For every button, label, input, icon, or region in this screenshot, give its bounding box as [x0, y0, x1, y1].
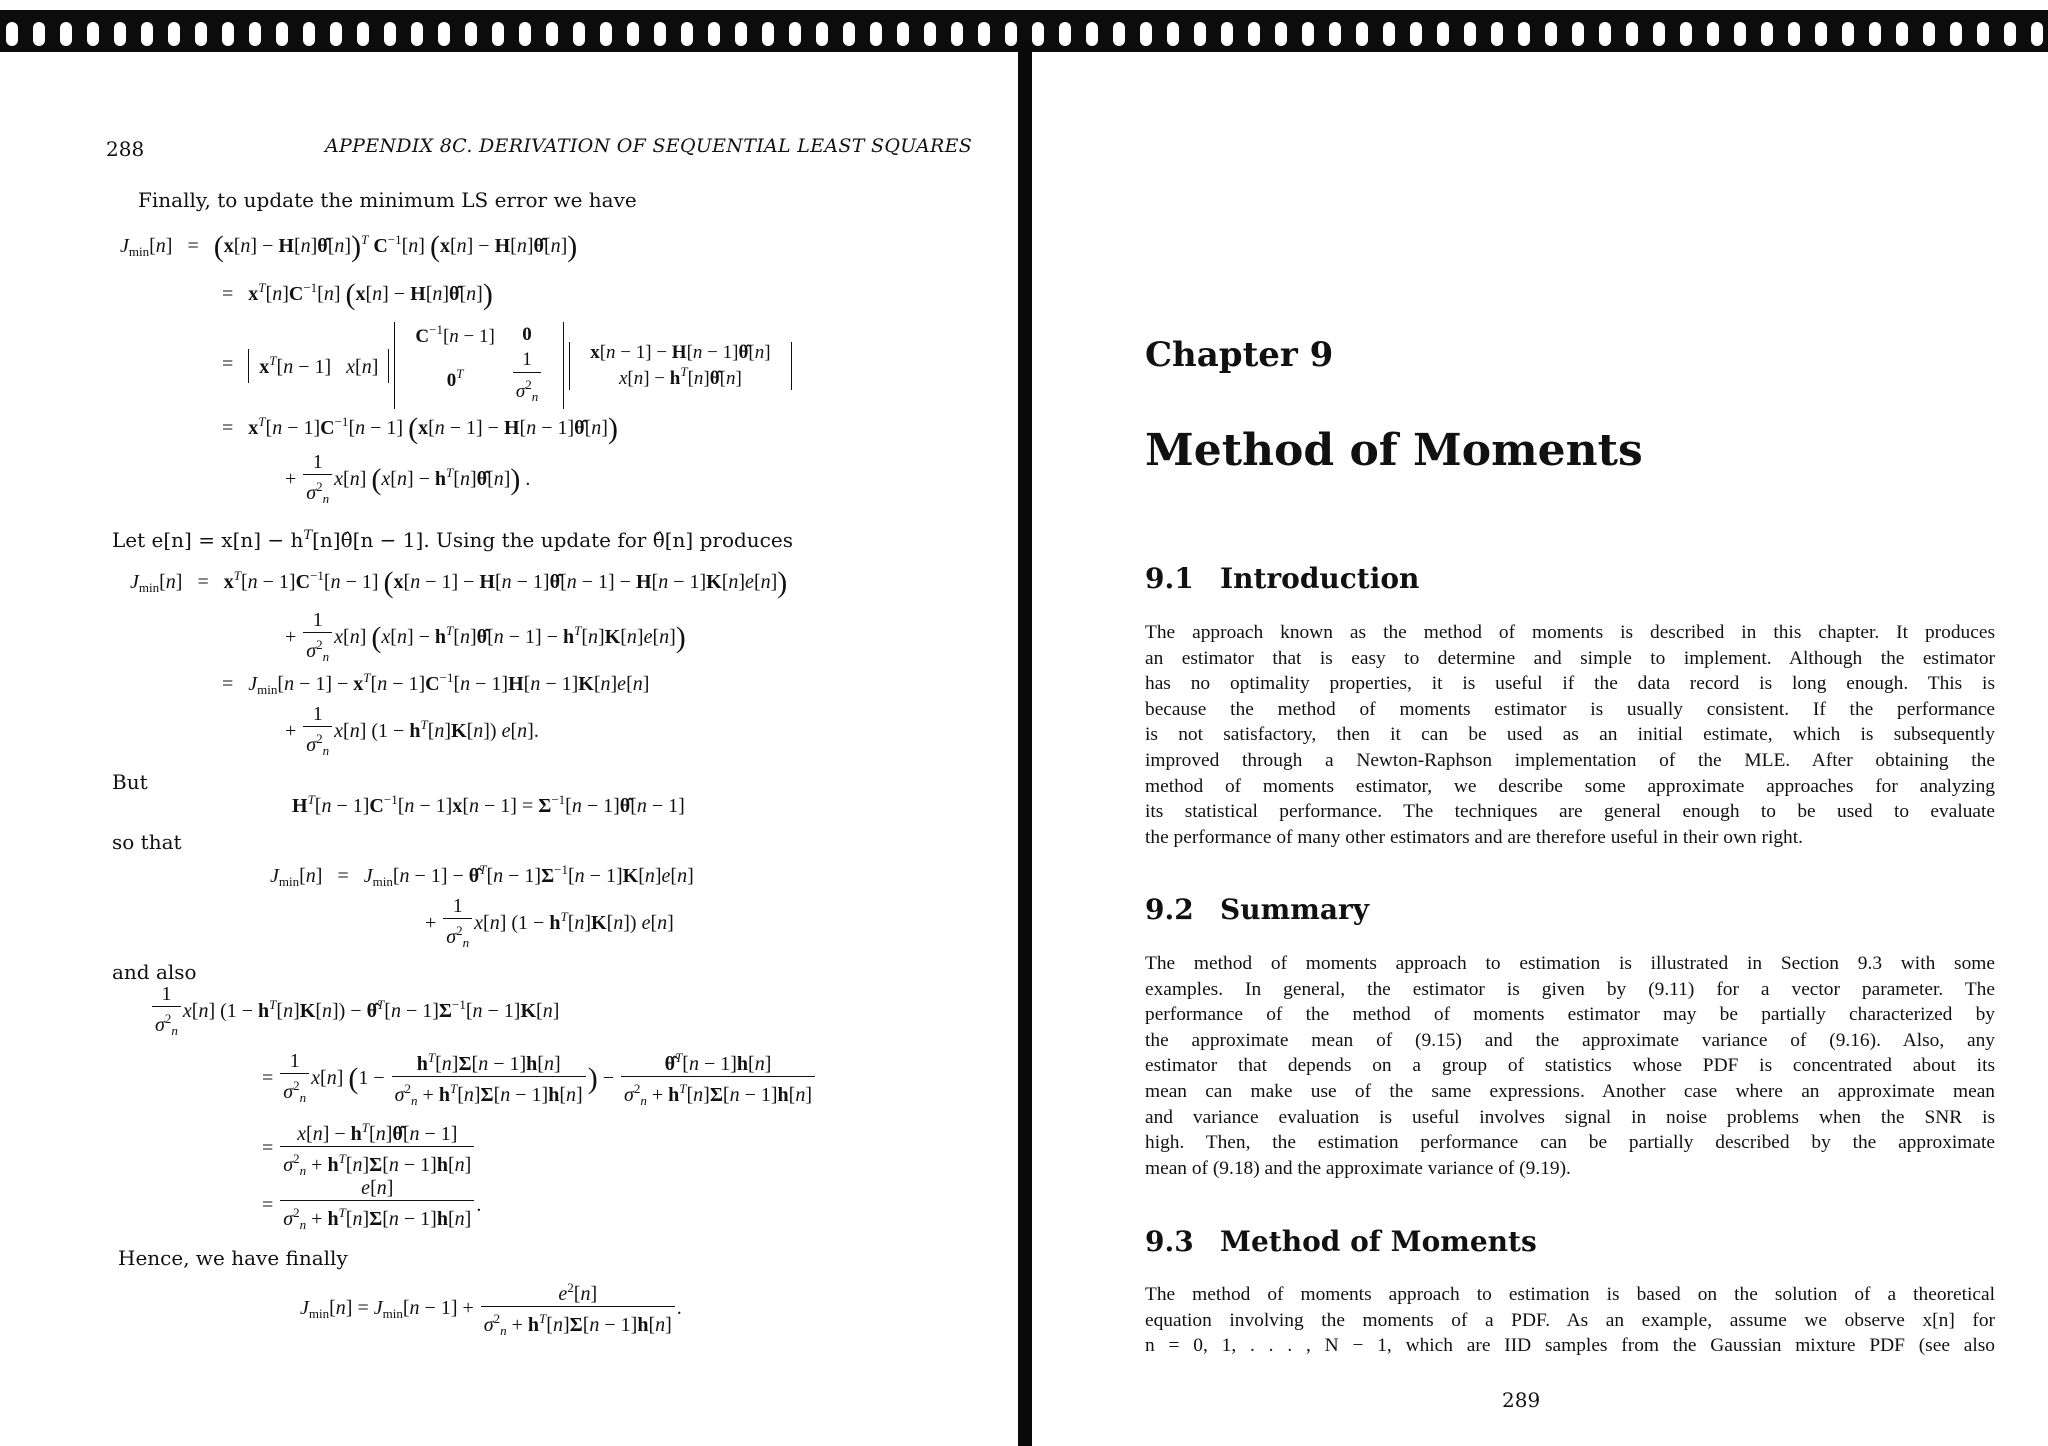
mom-line: The method of moments approach to estimation is based on the solution of a theoretical	[1145, 1284, 1995, 1305]
right-page	[1035, 0, 2048, 1446]
summary-line: examples. In general, the estimator is given by (9.11) for a vector parameter. The	[1145, 978, 1995, 1000]
and-also-text: and also	[112, 960, 197, 984]
section-heading-method-of-moments: 9.3 Method of Moments	[1145, 1225, 1537, 1258]
equation-identity: $H^T[n - 1]C^{-1}[n - 1]x[n - 1] = \Sigma^{-1}[n$ − 1]θ̂[n − 1]	[292, 792, 685, 817]
equation-jmin-1: $J_{min}[n] = (x[n]$ − H[n]θ̂[n])$^T$ $C^{-1}[n] (x[n]$ − H[n]θ̂[n])	[120, 230, 578, 263]
section-heading-introduction: 9.1 Introduction	[1145, 562, 1420, 595]
summary-paragraph	[1145, 951, 1995, 1181]
intro-line: an estimator that is easy to determine and simple to implement. Although the estimator	[1145, 647, 1995, 669]
left-page	[0, 0, 1015, 1446]
equation-jmin-3-matrix: = $x^T[n - 1]$ x[n] $C^{-1}[n - 1]$ 0 $0^T$ $\frac{1}{\sigma^2_n}$ x[n − 1] − H[n − 1]θ̂[n] $x[n] - h^T[n]\thetâ[n]$	[222, 322, 792, 409]
equation-jmin-11: + $\frac{1}{\sigma^2_n}$ x[n] $(1 - h^T[n]K[n])$ e[n]	[425, 895, 674, 950]
equation-jmin-6: $J_{min}[n] = x^T[n - 1]C^{-1}[n - 1] (x[n - 1] - H[n$ − 1]θ̂[n − 1] − H[n − 1]K[n]e[n])	[130, 566, 788, 599]
intro-line: is not satisfactory, then it can be used as an initial estimate, which is subsequently	[1145, 724, 1995, 746]
intro-line: The approach known as the method of moments is described in this chapter. It produces	[1145, 622, 1995, 643]
method-of-moments-paragraph	[1145, 1282, 1995, 1359]
hence-text: Hence, we have finally	[118, 1246, 348, 1270]
equation-jmin-10: $J_{min}[n] = J_{min}[n - 1]$ − θ̂$^T$[n − $1]\Sigma^{-1}[n - 1]K[n]e[n]$	[270, 862, 694, 889]
so-that-text: so that	[112, 830, 182, 854]
page-number-right: 289	[1502, 1388, 1541, 1412]
intro-line: method of moments estimator, we describe some approximate approaches for analyzing	[1145, 775, 1995, 797]
summary-line: and variance evaluation is useful involves signal in noise problems when the SNR is	[1145, 1106, 1995, 1128]
chapter-label: Chapter 9	[1145, 335, 1334, 375]
summary-line: mean of (9.18) and the approximate variance of (9.19).	[1145, 1157, 1571, 1179]
equation-jmin-4: = $x^T[n - 1]C^{-1}[n - 1] (x[n - 1] - H[n$ − 1]θ̂[n])	[222, 412, 618, 445]
equation-jmin-8: = $J_{min}[n - 1] - x^T[n - 1]C^{-1}[n - 1]H[n - 1]K[n]e[n]$	[222, 670, 650, 697]
summary-line: the approximate mean of (9.15) and the approximate variance of (9.16). Also, any	[1145, 1029, 1995, 1051]
intro-line: improved through a Newton-Raphson implementation of the MLE. After obtaining the	[1145, 749, 1995, 771]
summary-line: estimator that depends on a group of statistics whose PDF is concentrated about its	[1145, 1055, 1995, 1077]
page-number-left: 288	[106, 137, 145, 161]
mom-line: n = 0, 1, . . . , N − 1, which are IID samples from the Gaussian mixture PDF (see also	[1145, 1335, 1995, 1357]
equation-jmin-7: + $\frac{1}{\sigma^2_n}$ x[n] $(x[n] - h^T[n]\thetâ[n - 1] - h^T[n]K[n]e[n])$	[285, 609, 686, 664]
equation-aux-1: $\frac{1}{\sigma^2_n}$ x[n] $(1 - h^T[n]K[n])$ − θ̂$^T$[n − $1]\Sigma^{-1}[n - 1]K[n]$	[150, 982, 559, 1043]
equation-final: $J_{min}[n] = J_{min}[n - 1]$ + $\frac{e^2[n]}{\sigma^2_n + h^T[n]\Sigma[n - 1]h[n]}$ .	[300, 1276, 682, 1343]
equation-jmin-2: = $x^T[n]C^{-1}[n] (x[n]$ − H[n]θ̂[n])	[222, 278, 493, 311]
page-spine	[1018, 40, 1032, 1446]
chapter-title: Method of Moments	[1145, 425, 1643, 476]
intro-line: the performance of many other estimators and are therefore useful in their own right.	[1145, 826, 1803, 848]
section-heading-summary: 9.2 Summary	[1145, 893, 1369, 926]
intro-line: has no optimality properties, it is useful if the data record is long enough. This is	[1145, 673, 1995, 695]
summary-line: performance of the method of moments estimator may be partially characterized by	[1145, 1004, 1995, 1026]
equation-aux-4: = $\frac{e[n]}{\sigma^2_n + h^T[n]\Sigma[n - 1]h[n]}$ .	[262, 1177, 482, 1232]
introduction-paragraph	[1145, 620, 1995, 850]
equation-aux-2: = $\frac{1}{\sigma^2_n}$ x[n] (1 − $\frac{h^T[n]\Sigma[n - 1]h[n]}{\sigma^2_n + h^T[n]\Sigma[n - 1]h[n]}$ ) − $\frac{\thetâ^T[n - 1]h[n]}{\sigma^2_n + h^T[n]\Sigma[n - 1]h[n]}$	[262, 1046, 817, 1113]
intro-line: its statistical performance. The techniques are general enough to be used to evaluate	[1145, 801, 1995, 823]
summary-line: The method of moments approach to estimation is illustrated in Section 9.3 with some	[1145, 953, 1995, 974]
running-header: APPENDIX 8C. DERIVATION OF SEQUENTIAL LEAST SQUARES	[325, 135, 973, 157]
but-text: But	[112, 770, 148, 794]
equation-jmin-9: + $\frac{1}{\sigma^2_n}$ x[n] $(1 - h^T[n]K[n])$ e[n].	[285, 703, 539, 758]
equation-aux-3: = $\frac{x[n] - h^T[n]\thetâ[n - 1]}{\sigma^2_n + h^T[n]\Sigma[n - 1]h[n]}$	[262, 1116, 476, 1183]
summary-line: mean can make use of the same expressions. Another case where an approximate mean	[1145, 1080, 1995, 1102]
summary-line: high. Then, the estimation performance can be partially described by the approximate	[1145, 1132, 1995, 1154]
intro-line: because the method of moments estimator is usually consistent. If the performance	[1145, 698, 1995, 720]
equation-jmin-5: + $\frac{1}{\sigma^2_n}$ x[n] $(x[n] - h^T[n]\thetâ[n])$ .	[285, 451, 531, 506]
let-text: Let $e[n] = x[n] - h^T[n]\thetâ[n - 1]$. Using the update for θ̂[n] produces	[112, 528, 793, 552]
mom-line: equation involving the moments of a PDF. As an example, assume we observe x[n] for	[1145, 1309, 1995, 1331]
intro-text: Finally, to update the minimum LS error we have	[138, 188, 637, 212]
